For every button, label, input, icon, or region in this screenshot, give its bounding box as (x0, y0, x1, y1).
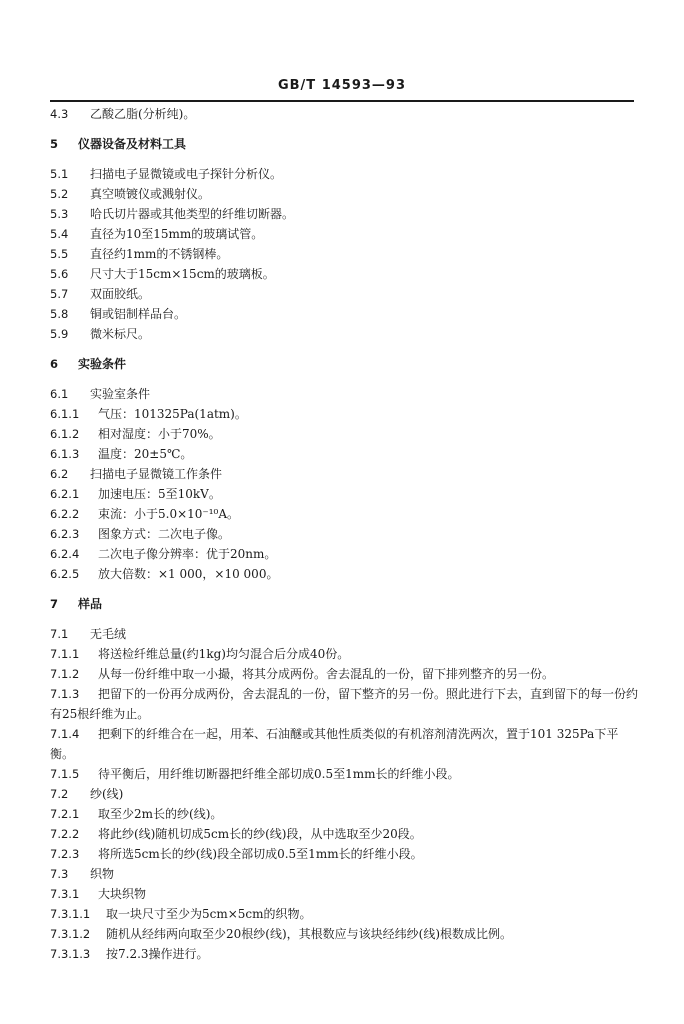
clause-text: 气压：101325Pa(1atm)。 (98, 407, 247, 421)
section-gap (50, 124, 640, 134)
clause-number: 7.3 (50, 867, 69, 881)
clause-text: 真空喷镀仪或溅射仪。 (90, 187, 211, 201)
clause-text: 微米标尺。 (90, 327, 151, 341)
clause-number: 5.1 (50, 167, 69, 181)
clause-number: 7 (50, 597, 59, 611)
clause-number: 6.2.5 (50, 567, 80, 581)
clause-text: 按7.2.3操作进行。 (106, 947, 209, 961)
clause-line (50, 404, 640, 424)
clause-number: 6.1.3 (50, 447, 80, 461)
clause-number: 7.1.4 (50, 727, 80, 741)
clause-line (50, 504, 640, 524)
clause-line (50, 664, 640, 684)
clause-line (50, 464, 640, 484)
clause-line (50, 384, 640, 404)
clause-line (50, 764, 640, 784)
clause-number: 6.1.2 (50, 427, 80, 441)
clause-text: 尺寸大于15cm×15cm的玻璃板。 (90, 267, 275, 281)
clause-line (50, 444, 640, 464)
clause-line (50, 804, 640, 824)
clause-text: 织物 (90, 867, 115, 881)
clause-text: 哈氏切片器或其他类型的纤维切断器。 (90, 207, 295, 221)
clause-number: 7.3.1 (50, 887, 80, 901)
clause-text: 随机从经纬两向取至少20根纱(线)，其根数应与该块经纬纱(线)根数成比例。 (106, 927, 512, 941)
clause-number: 5.3 (50, 207, 69, 221)
clause-number: 5.5 (50, 247, 69, 261)
clause-text: 实验室条件 (90, 387, 151, 401)
section-gap (50, 614, 640, 624)
clause-line (50, 684, 640, 724)
clause-number: 7.2.2 (50, 827, 80, 841)
clause-text: 无毛绒 (90, 627, 127, 641)
clause-line (50, 524, 640, 544)
clause-text: 二次电子像分辨率：优于20nm。 (98, 547, 277, 561)
clause-number: 4.3 (50, 107, 69, 121)
clause-line (50, 944, 640, 964)
clause-number: 7.2.1 (50, 807, 80, 821)
clause-line (50, 484, 640, 504)
clause-text: 取一块尺寸至少为5cm×5cm的织物。 (106, 907, 312, 921)
clause-number: 7.1 (50, 627, 69, 641)
clause-line (50, 884, 640, 904)
clause-text: 把留下的一份再分成两份，舍去混乱的一份，留下整齐的另一份。照此进行下去，直到留下的每一份约有25根纤维为止。 (50, 687, 639, 721)
clause-text: 双面胶纸。 (90, 287, 151, 301)
clause-line (50, 304, 640, 324)
clause-line (50, 544, 640, 564)
clause-line (50, 164, 640, 184)
clause-text: 待平衡后，用纤维切断器把纤维全部切成0.5至1mm长的纤维小段。 (98, 767, 460, 781)
clause-line (50, 204, 640, 224)
section-gap (50, 344, 640, 354)
clause-number: 5.9 (50, 327, 69, 341)
clause-line (50, 644, 640, 664)
clause-number: 6 (50, 357, 59, 371)
clause-text: 从每一份纤维中取一小撮，将其分成两份。舍去混乱的一份，留下排列整齐的另一份。 (98, 667, 555, 681)
clause-line (50, 844, 640, 864)
clause-text: 纱(线) (90, 787, 124, 801)
clause-line (50, 564, 640, 584)
standard-code-header: GB/T 14593—93 (277, 78, 407, 93)
clause-number: 6.1 (50, 387, 69, 401)
clause-number: 5.6 (50, 267, 69, 281)
clause-text: 直径约1mm的不锈钢棒。 (90, 247, 229, 261)
section-heading (50, 594, 640, 614)
clause-line (50, 724, 640, 764)
clause-text: 扫描电子显微镜或电子探针分析仪。 (90, 167, 283, 181)
clause-line (50, 224, 640, 244)
clause-line (50, 184, 640, 204)
clause-number: 7.2 (50, 787, 69, 801)
clause-number: 5.8 (50, 307, 69, 321)
clause-text: 实验条件 (78, 357, 127, 371)
clause-line (50, 824, 640, 844)
clause-text: 将所选5cm长的纱(线)段全部切成0.5至1mm长的纤维小段。 (98, 847, 423, 861)
clause-number: 7.2.3 (50, 847, 80, 861)
clause-line (50, 924, 640, 944)
clause-number: 6.2.3 (50, 527, 80, 541)
clause-number: 5 (50, 137, 59, 151)
clause-text: 直径为10至15mm的玻璃试管。 (90, 227, 264, 241)
header-rule (50, 100, 634, 102)
clause-number: 7.1.5 (50, 767, 80, 781)
clause-number: 7.3.1.3 (50, 947, 91, 961)
clause-number: 5.7 (50, 287, 69, 301)
clause-number: 6.2 (50, 467, 69, 481)
clause-line (50, 264, 640, 284)
clause-line (50, 784, 640, 804)
clause-text: 将送检纤维总量(约1kg)均匀混合后分成40份。 (98, 647, 350, 661)
clause-number: 6.2.1 (50, 487, 80, 501)
clause-number: 7.1.3 (50, 687, 80, 701)
clause-text: 把剩下的纤维合在一起，用苯、石油醚或其他性质类似的有机溶剂清洗两次，置于101 325Pa下平衡。 (50, 727, 619, 761)
clause-number: 7.1.1 (50, 647, 80, 661)
clause-text: 仪器设备及材料工具 (78, 137, 187, 151)
clause-text: 取至少2m长的纱(线)。 (98, 807, 223, 821)
clause-text: 铜或铝制样品台。 (90, 307, 187, 321)
clause-number: 6.1.1 (50, 407, 80, 421)
clause-number: 7.1.2 (50, 667, 80, 681)
section-heading (50, 354, 640, 374)
clause-number: 7.3.1.1 (50, 907, 91, 921)
section-gap (50, 154, 640, 164)
clause-text: 图象方式：二次电子像。 (98, 527, 231, 541)
clause-line (50, 244, 640, 264)
clause-number: 7.3.1.2 (50, 927, 91, 941)
section-heading (50, 134, 640, 154)
clause-text: 乙酸乙脂(分析纯)。 (90, 107, 196, 121)
clause-number: 5.2 (50, 187, 69, 201)
clause-text: 大块织物 (98, 887, 147, 901)
document-body (50, 104, 640, 964)
clause-text: 扫描电子显微镜工作条件 (90, 467, 223, 481)
clause-text: 样品 (78, 597, 103, 611)
section-gap (50, 584, 640, 594)
section-gap (50, 374, 640, 384)
clause-line (50, 904, 640, 924)
clause-text: 相对湿度：小于70%。 (98, 427, 221, 441)
clause-line (50, 424, 640, 444)
clause-number: 6.2.4 (50, 547, 80, 561)
clause-number: 6.2.2 (50, 507, 80, 521)
clause-line (50, 104, 640, 124)
clause-text: 束流：小于5.0×10⁻¹⁰A。 (98, 507, 240, 521)
clause-number: 5.4 (50, 227, 69, 241)
clause-line (50, 624, 640, 644)
clause-text: 加速电压：5至10kV。 (98, 487, 221, 501)
clause-text: 温度：20±5℃。 (98, 447, 193, 461)
clause-line (50, 324, 640, 344)
clause-line (50, 284, 640, 304)
clause-text: 放大倍数：×1 000，×10 000。 (98, 567, 279, 581)
clause-line (50, 864, 640, 884)
clause-text: 将此纱(线)随机切成5cm长的纱(线)段，从中选取至少20段。 (98, 827, 422, 841)
